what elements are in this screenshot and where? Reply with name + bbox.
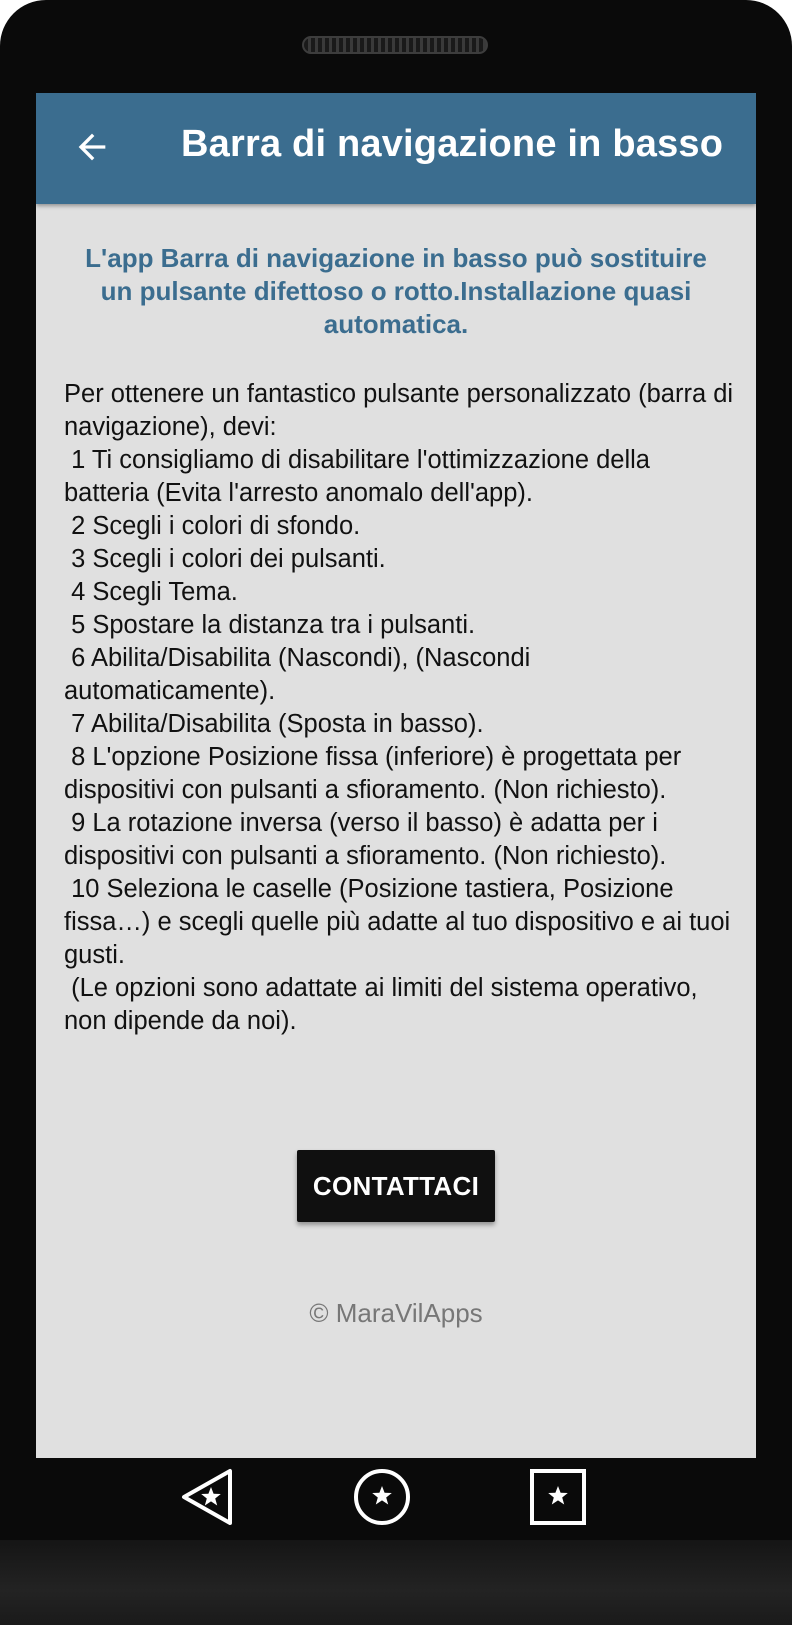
nav-home-star-icon [352, 1467, 412, 1527]
arrow-left-icon [72, 127, 112, 167]
nav-recents-button[interactable] [526, 1465, 590, 1529]
navigation-bar [36, 1458, 756, 1533]
nav-back-star-icon [178, 1467, 238, 1527]
nav-recents-star-icon [528, 1467, 588, 1527]
phone-speaker [302, 36, 488, 54]
intro-text: L'app Barra di navigazione in basso può sostituire un pulsante difettoso o rotto.Installazione quasi automatica. [85, 243, 707, 339]
nav-back-button[interactable] [176, 1465, 240, 1529]
phone-bottom-bezel [0, 1540, 792, 1625]
back-button[interactable] [64, 119, 120, 175]
nav-home-button[interactable] [350, 1465, 414, 1529]
content-area [36, 204, 756, 1454]
instructions-text: Per ottenere un fantastico pulsante personalizzato (barra di navigazione), devi: 1 Ti consigliamo di disabilitare l'ottimizzazione della batteria (Evita l'arresto anomalo dell'app). 2 Scegli i colori di sfondo. 3 Scegli i colori dei pulsanti. 4 Scegli Tema. 5 Spostare la distanza tra i pulsanti. 6 Abilita/Disabilita (Nascondi), (Nascondi automaticamente). 7 Abilita/Disabilita (Sposta in basso). 8 L'opzione Posizione fissa (inferiore) è progettata per dispositivi con pulsanti a sfioramento. (Non richiesto). 9 La rotazione inversa (verso il basso) è adatta per i dispositivi con pulsanti a sfioramento. (Non richiesto). 10 Seleziona le caselle (Posizione tastiera, Posizione fissa…) e scegli quelle più adatte al tuo dispositivo e ai tuoi gusti. (Le opzioni sono adattate ai limiti del sistema operativo, non dipende da noi). [64, 380, 734, 1035]
contact-button[interactable]: CONTATTACI [297, 1150, 495, 1222]
app-bar [36, 93, 756, 204]
app-screen [36, 93, 756, 1533]
page-title: Barra di navigazione in basso [181, 123, 724, 165]
copyright-text: © MaraVilApps [309, 1298, 483, 1328]
